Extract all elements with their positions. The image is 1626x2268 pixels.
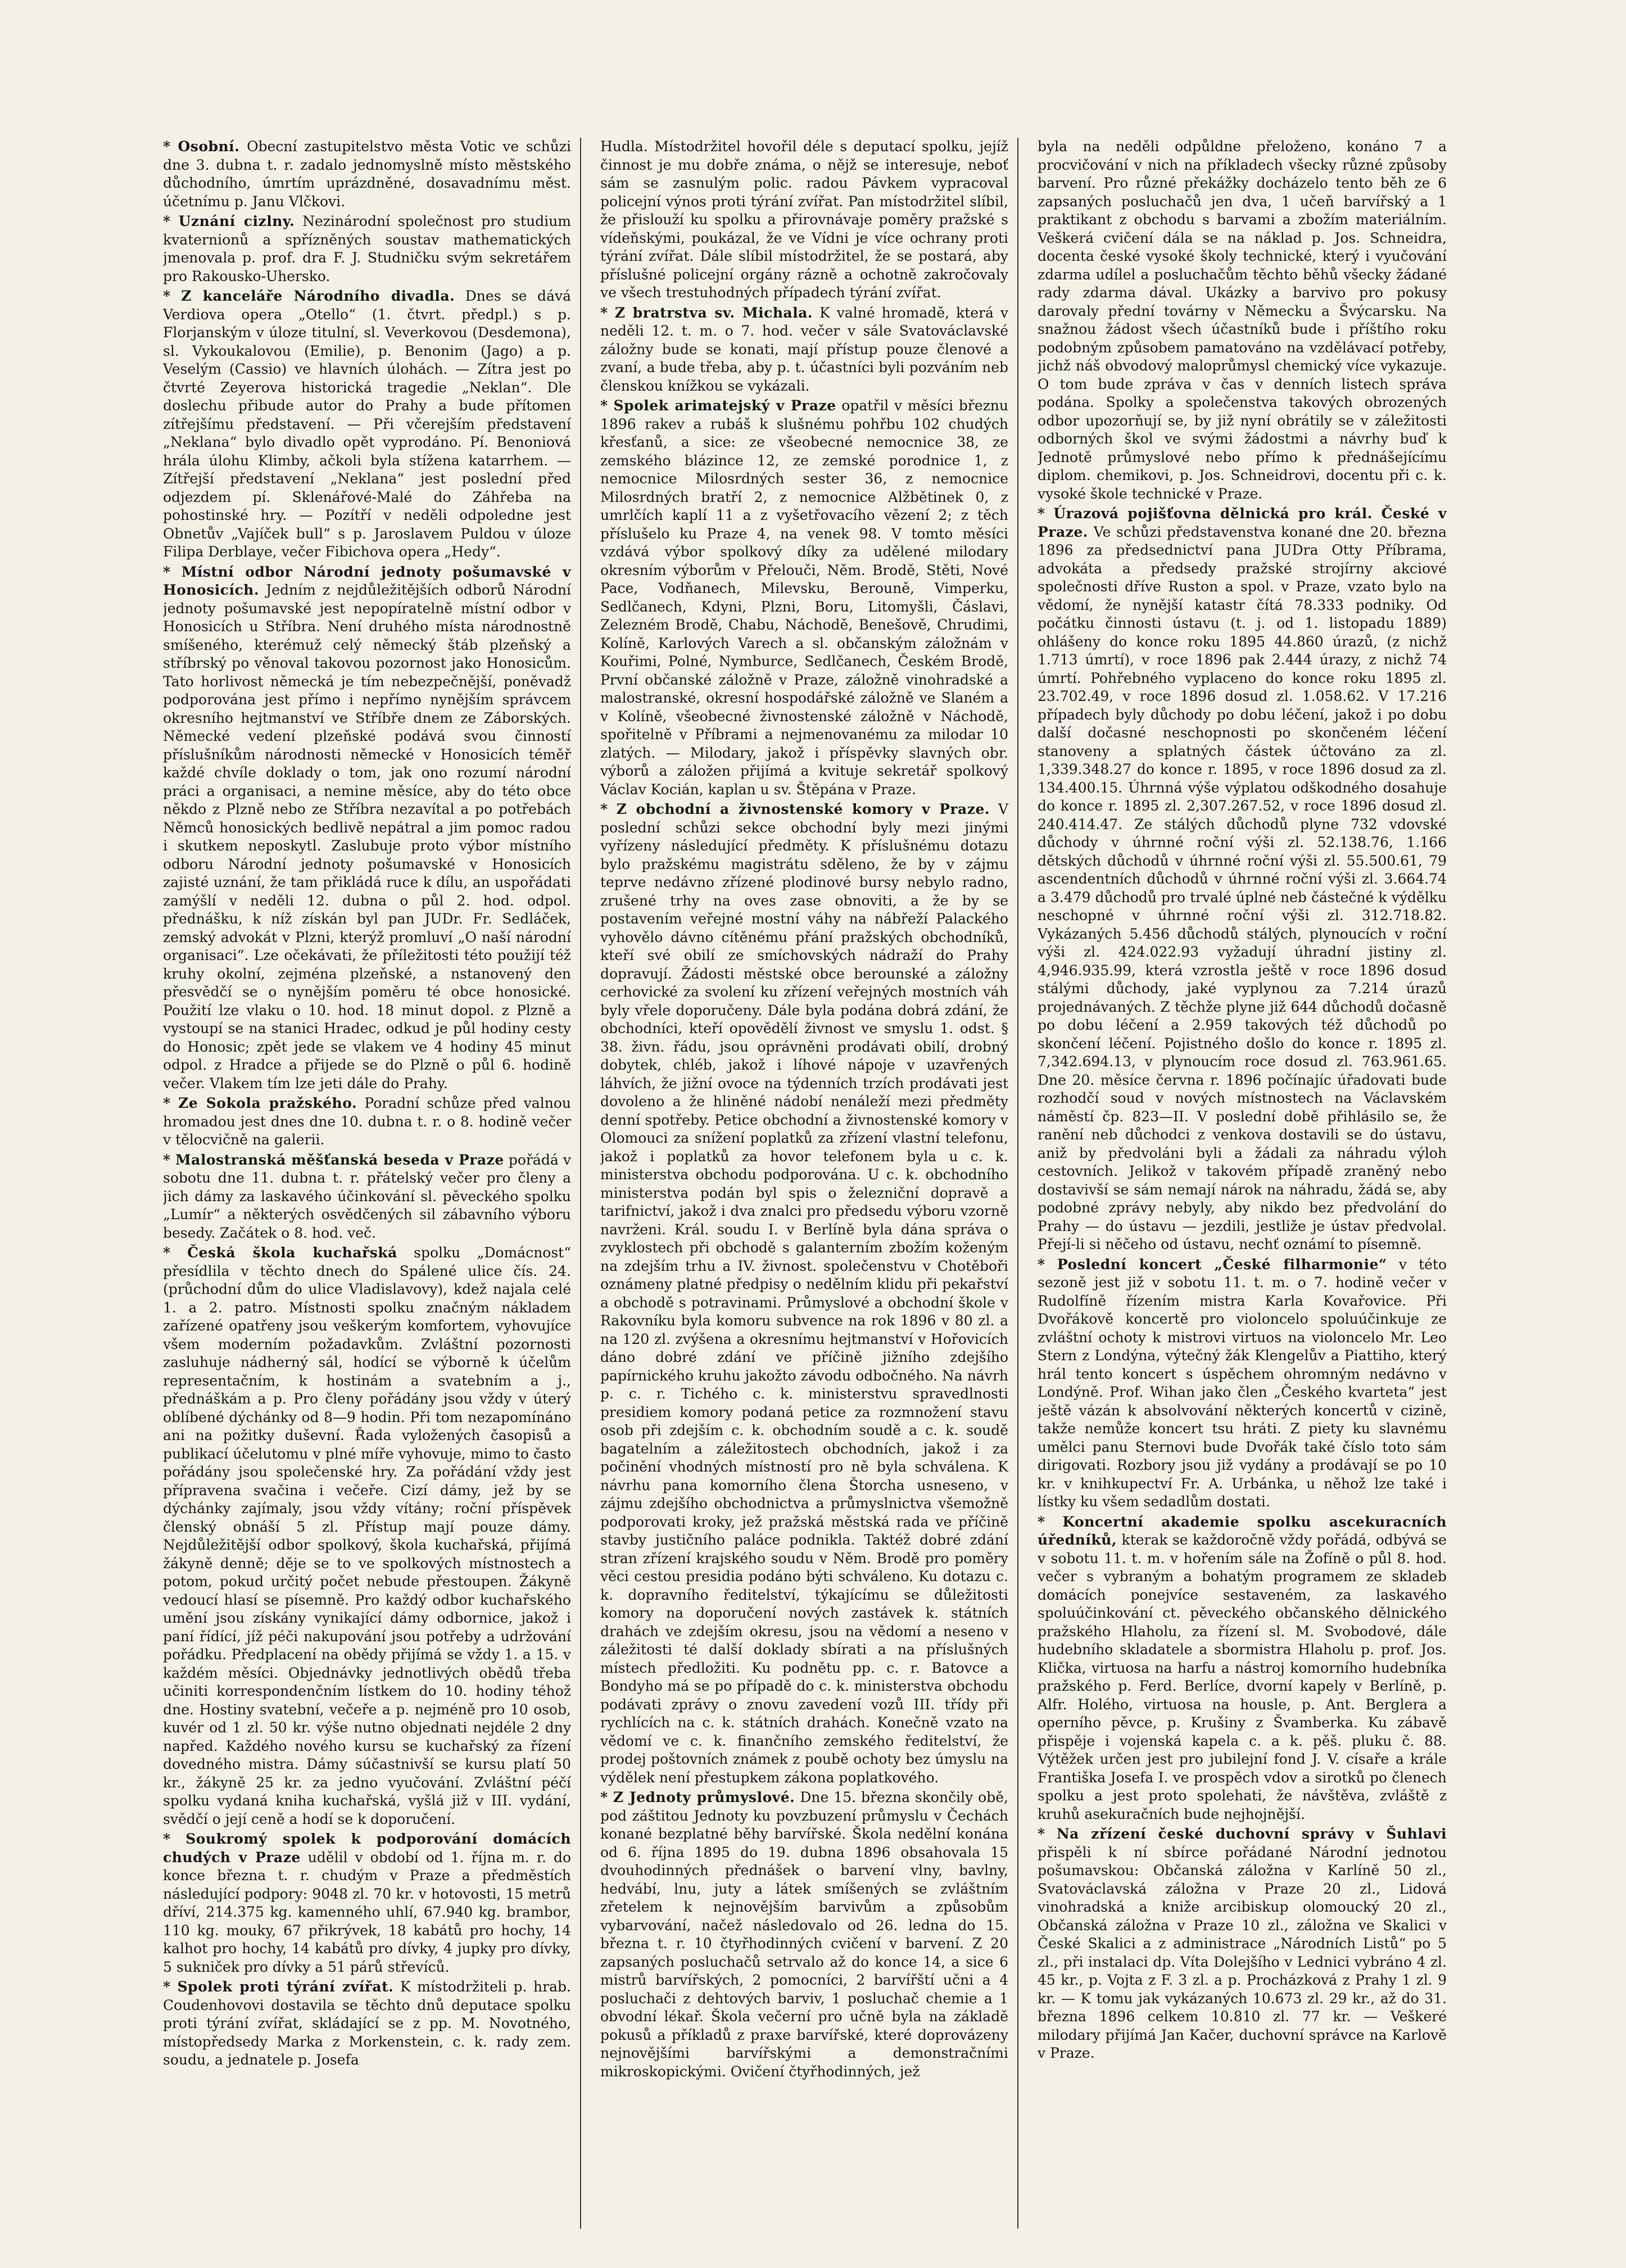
item-bullet: * <box>163 288 182 304</box>
news-body: Ve schůzi představenstva konané dne 20. března 1896 za předsednictví pana JUDra Otty Příbrama, advokáta a předsedy pražské strojírny akciové společnosti dříve Ruston a spol. v Praze, vzato bylo na vědomí, že nynější katastr čítá 78.333 podniky. Od počátku činnosti ústavu (t. j. od 1. listopadu 1889) ohlášeny do konce roku 1895 44.860 úrazů, (z nichž 1.713 úmrtí), v roce 1896 pak 2.444 úrazy, z nichž 74 úmrtí. Pohřebného vyplaceno do konce roku 1895 zl. 23.702.49, v roce 1896 dosud zl. 1.058.62. V 17.216 případech byly důchody po dobu léčení, jakož i po dobu další dočasné neschopnosti po skončeném léčení stanoveny a splatných částek účtováno za zl. 1,339.348.27 do konce r. 1895, v roce 1896 dosud za zl. 134.400.15. Úhrnná výše výplatou odškodného dosahuje do konce r. 1895 zl. 2,307.267.52, v roce 1896 dosud zl. 240.414.47. Ze stálých důchodů plyne 732 vdovské důchody v úhrnné roční výši zl. 52.138.76, 1.166 dětských důchodů v úhrnné roční výši zl. 55.500.61, 79 ascendentních důchodů v úhrnné roční výši zl. 3.664.74 a 3.479 důchodů pro trvalé úplné neb částečné k výdělku neschopné v úhrnné roční výši zl. 312.718.82. Vykázaných 5.456 důchodů stálých, plynoucích v roční výši zl. 424.022.93 vyžadují úhradní jistiny zl. 4,946.935.99, která vzrostla ještě v roce 1896 dosud stálými důchody, jaké vyplynou za 7.214 úrazů projednávaných. Z těchže plyne již 644 důchodů dočasně po dobu léčení a 2.959 takových též důchodů po skončení léčení. Pojistného došlo do konce r. 1895 zl. 7,342.694.13, v plynoucím roce dosud zl. 763.961.65. Dne 20. měsíce června r. 1896 počínajíc úřadovati bude rozhodčí soud v nových místnostech na Václavském náměstí čp. 823—II. V poslední době přihlásilo se, že ranění neb důchodci z venkova dostavili se do ústavu, aniž by předvoláni byli a žádali za náhradu výloh cestovních. Jelikož v takovém případě zraněný nebo dostavivší se sám nemají nárok na náhradu, žádá se, aby podobné zprávy nebyly, aby nikdo bez předvolání do Prahy — do ústavu — jezdili, jestliže je ústav předvolal. Přejí-li si něčeho od ústavu, nechť oznámí to písemně. <box>1038 523 1447 1252</box>
news-body: Poradní schůze před valnou hromadou jest dnes dne 10. dubna t. r. o 8. hodině večer v tělocvičně na galerii. <box>163 1095 572 1148</box>
item-bullet: * <box>600 304 615 321</box>
column-3 <box>1038 138 1456 2229</box>
news-item <box>163 1978 571 2070</box>
news-body: přispěli k ní sbírce pořádané Národní jednotou pošumavskou: Občanská záložna v Karlíně 50 zl., Svatováclavská záložna v Praze 20 zl., Lidová vinohradská a kniže arcibiskup olomoucký 20 zl., Občanská záložna v Praze 10 zl., záložna ve Skalici v České Skalici a z administrace „Národních Listů“ po 5 zl., při instalaci dp. Víta Dolejšího v Lednici vybráno 4 zl. 45 kr., p. Vojta z F. 3 zl. a p. Procházková z Prahy 1 zl. 9 kr. — K tomu jak vykázaných 10.673 zl. 29 kr., až do 31. března 1896 celkem 10.810 zl. 77 kr. — Veškeré milodary přijímá Jan Kačer, duchovní správce na Karlově v Praze. <box>1038 1844 1447 2061</box>
item-bullet: * <box>163 563 182 580</box>
news-body: Obecní zastupitelstvo města Votic ve schůzi dne 3. dubna t. r. zadalo jednomyslně místo městského důchodního, úmrtím uprázdněné, dosavadnímu měst. účetnímu p. Janu Vlčkovi. <box>163 138 571 210</box>
news-item <box>600 138 1008 302</box>
item-bullet: * <box>600 1789 613 1805</box>
news-item <box>1038 1513 1447 1824</box>
text-columns <box>163 138 1456 2229</box>
column-1 <box>163 138 581 2229</box>
news-body: udělil v období od 1. října m. r. do konce března t. r. chudým v Praze a předměstích následující podpory: 9048 zl. 70 kr. v hotovosti, 15 metrů dříví, 214.375 kg. kamenného uhlí, 67.940 kg. brambor, 110 kg. mouky, 67 přikrývek, 18 kabátů pro hochy, 14 kalhot pro hochy, 14 kabátů pro dívky, 4 jupky pro dívky, 5 sukniček pro dívky a 51 párů střevíců. <box>163 1849 572 1975</box>
item-bullet: * <box>163 213 179 229</box>
news-item <box>163 138 571 211</box>
column-2 <box>600 138 1018 2229</box>
news-item <box>600 304 1008 396</box>
news-headline: Česká škola kuchařská <box>187 1244 397 1261</box>
news-body: kterak se každoročně vždy pořádá, odbývá se v sobotu 11. t. m. v hořením sále na Žofíně o půl 8. hod. večer s vybraným a bohatým programem ze skladeb domácích ponejvíce sestaveném, za laskavého spoluúčinkování ct. pěveckého občanského dělnického pražského Hlaholu, za řízení sl. M. Svobodové, dále hudebního skladatele a sbormistra Hlaholu p. prof. Jos. Klička, virtuosa na harfu a nástroj komorního hudebníka pražského p. Ferd. Berlíce, dvorní kapely v Berlíně, p. Alfr. Holého, virtuosa na housle, p. Ant. Berglera a operního pěvce, p. Krušiny z Švamberka. Ku zábavě přispěje i vojenská kapela c. a k. pěš. pluku č. 88. Výtěžek určen jest pro jubilejní fond J. V. císaře a krále Františka Josefa I. ve prospěch vdov a sirotků po členech spolku a jest proto spolehati, že návštěva, zvláště z kruhů asekuračních bude nejhojnější. <box>1038 1532 1447 1822</box>
news-item <box>600 397 1008 799</box>
news-body: pořádá v sobotu dne 11. dubna t. r. přátelský večer pro členy a jich dámy za laskavého účinkování sl. pěveckého spolku „Lumír“ a některých osvědčených sil zábavního výboru besedy. Začátek o 8. hod. več. <box>163 1151 572 1241</box>
news-headline: Místní odbor Národní jednoty pošumavské v Honosicích. <box>163 563 571 598</box>
news-headline: Z kanceláře Národního divadla. <box>181 288 455 304</box>
news-headline: Z obchodní a živnostenské komory v Praze. <box>616 801 990 817</box>
news-headline: Uznání cizlny. <box>178 213 295 229</box>
news-body: Jedním z nejdůležitějších odborů Národní jednoty pošumavské jest nepopíratelně místní odbor v Honosicích u Stříbra. Není druhého místa národnostně smíšeného, kterémuž celý německý štáb plzeňský a stříbrský po věnoval takovou pozornost jako Honosicům. Tato horlivost německá je tím nebezpečnější, poněvadž podporována jest přímo i nepřímo nynějším správcem okresního hejtmanství ve Stříbře dnem ze Záborských. Německé vedení plzeňské podává svou činností příslušníkům národnosti německé v Honosicích téměř každé chvíle doklady o tom, jak ono rozumí národní práci a organisaci, a nemine měsíce, aby do této obce někdo z Plzně nebo ze Stříbra nezavítal a po potřebách Němců honosických bedlivě nepátral a jim pomoc radou i skutkem neposkytl. Zaslubuje proto výbor místního odboru Národní jednoty pošumavské v Honosicích zajisté uznání, že tam přikládá ruce k dílu, an uspořádati zamýšlí v neděli 12. dubna o půl 2. hod. odpol. přednášku, k níž získán byl pan JUDr. Fr. Sedláček, zemský advokát v Plzni, kterýž promluví „O naší národní organisaci“. Lze očekávati, že příležitosti této použijí též kruhy okolní, zejména plzeňské, a nstanovený den přesvědčí se o nynějším poměru té obce honosické. Použití lze vlaku o 10. hod. 18 minut dopol. z Plzně a vystoupí se na stanici Hradec, odkud je půl hodiny cesty do Honosic; zpět jede se vlakem ve 4 hodiny 45 minut odpol. z Hradce a přijede se do Plzně o půl 6. hodině večer. Vlakem tím lze jeti dále do Prahy. <box>163 582 572 1092</box>
news-body: V poslední schůzi sekce obchodní byly mezi jinými vyřízeny následující předměty. K příslušnému dotazu bylo pražskému magistrátu sděleno, že by v zájmu teprve nedávno zřízené plodinové bursy nebylo radno, zrušené trhy na oves zase obnoviti, a že by se postavením veřejné mostní váhy na nábřeží Palackého vyhovělo dávno cítěnému přání pražských obchodníků, kteří své obilí ze smíchovských nádraží do Prahy dopravují. Žádosti městské obce berounské a záložny cerhovické za svolení ku zřízení veřejných mostních váh byly vřele doporučeny. Dále byla podána dobrá zdání, že obchodníci, kteří opovědělí živnost ve smyslu 1. odst. § 38. živn. řádu, jsou oprávněni prodávati obilí, drobný dobytek, chléb, jakož i líhové nápoje v uzavřených láhvích, že jižní ovoce na týdenních trzích prodávati jest dovoleno a že hliněné nádobí nenáleží mezi předměty denní spotřeby. Petice obchodní a živnostenské komory v Olomouci za snížení poplatků za zřízení vlastní telefonu, jakož i poplatků za hovor telefonem byla u c. k. ministerstva obchodu podporována. U c. k. obchodního ministerstva podán byl spis o železniční dopravě a tarifnictví, jakož i dva znalci pro předsedu výboru vzorně navrženi. Král. soudu I. v Berlíně byla dána správa o zvyklostech při obchodě s galanterním zbožím koženým na zdejším trhu a IV. živnost. společenstvu v Chotěboři oznámeny platné předpisy o nedělním klidu při pekařství a obchodě s potravinami. Průmyslové a obchodní škole v Rakovníku byla komoru subvence na rok 1896 v 80 zl. a na 120 zl. zvýšena a okresnímu hejtmanství v Hořovicích dáno dobré zdání ve příčině jižního zdejšího papírnického kruhu jakožto závodu odbočného. Na návrh p. c. r. Tichého c. k. ministerstvu spravedlnosti presidiem komory podaná petice za rozmnožení stavu osob při zdejším c. k. obchodním soudě a c. k. soudě bagatelním a záležitostech obchodních, jakož i za počinění vhodných místností pro ně byla schválena. K návrhu pana komorního člena Štorcha usneseno, v zájmu zdejšího obchodnictva a průmyslnictva všemožně podporovati kroky, jež pražská městská rada ve příčině stavby justičního paláce podnikla. Taktéž dobré zdání stran zřízení krajského soudu v Něm. Brodě pro poměry věci cestou presidia podáno býti schváleno. Ku dotazu c. k. dopravního ředitelství, týkajícímu se důležitosti komory na doporučení nových zastávek k. státních drahách ve zdejším okresu, jsou na vědomí a neseno v záležitosti té další doklady sbírati a na příslušných místech předložiti. Ku podnětu pp. c. r. Batovce a Bondyho má se po případě do c. k. ministerstva obchodu podávati zprávy o znovu zavedení vozů III. třídy při rychlících na c. k. státních drahách. Konečně vzato na vědomí ve c. k. finančního zemského ředitelství, že prodej poštovních známek z poubě ochoty bez úmyslu na výdělek není přestupkem zákona poplatkového. <box>600 801 1008 1786</box>
news-item <box>163 212 571 286</box>
item-bullet: * <box>163 1979 178 1995</box>
news-item <box>163 1094 571 1149</box>
news-body: Nezinárodní společnost pro studium kvaternionů a spřízněných soustav mathematických jmenovala p. prof. dra F. J. Studničku svým sekretářem pro Rakousko-Uhersko. <box>163 213 572 284</box>
news-item <box>163 1830 571 1976</box>
item-bullet: * <box>163 1151 175 1168</box>
news-headline: Z Jednoty průmyslové. <box>613 1789 795 1805</box>
news-headline: Ze Sokola pražského. <box>178 1095 357 1111</box>
news-body: Dnes se dává Verdiova opera „Otello“ (1. čtvrt. předpl.) s p. Florjanským v úloze titulní, sl. Veverkovou (Desdemona), sl. Vykoukalovou (Emilie), p. Benonim (Jago) a p. Veselým (Cassio) ve hlavních úlohách. — Zítra jest po čtvrté Zeyerova historická tragedie „Neklan“. Dle doslechu přibude autor do Prahy a bude přítomen zítřejšímu představení. — Při včerejším představení „Neklana“ bylo divadlo opět vyprodáno. Pí. Benoniová hrála úlohu Klimby, ačkoli byla stížena katarrhem. — Zítřejší představení „Neklana“ jest poslední před odjezdem pí. Sklenářové-Malé do Záhřeba na pohostinské hry. — Pozítří v neděli odpoledne jest Obnetův „Vajíček bull“ s p. Jaroslavem Puldou v úloze Filipa Derblaye, večer Fibichova opera „Hedy“. <box>163 288 571 560</box>
news-body: K valné hromadě, která v neděli 12. t. m. o 7. hod. večer v sále Svatováclavské záložny bude se konati, mají přístup pouze členové a zvaní, a bude třeba, aby p. t. účastníci byli pozváním neb členskou knížkou se vykázali. <box>600 304 1009 394</box>
news-headline: Spolek proti týrání zvířat. <box>177 1979 394 1995</box>
news-item <box>163 1244 571 1828</box>
news-item <box>163 563 571 1093</box>
news-headline: Úrazová pojišťovna dělnická pro král. České v Praze. <box>1038 505 1447 540</box>
item-bullet: * <box>1038 1256 1057 1273</box>
news-item <box>1038 505 1447 1254</box>
news-item <box>1038 1256 1447 1511</box>
news-body: K místodržiteli p. hrab. Coudenhovovi dostavila se těchto dnů deputace spolku proti týrání zvířat, skládající se z pp. M. Novotného, místopředsedy Marka z Morkenstein, c. k. rady zem. soudu, a jednatele p. Josefa <box>163 1979 571 2068</box>
item-bullet: * <box>163 1095 179 1111</box>
news-headline: Malostranská měšťanská beseda v Praze <box>175 1151 504 1168</box>
news-body: Hudla. Místodržitel hovořil déle s deputací spolku, jejíž činnost je mu dobře známa, o nějž se interesuje, neboť sám se zasnulým polic. radou Pávkem vypracoval policejní výnos proti týrání zvířat. Pan místodržitel slíbil, že přislouží ku spolku a přirovnávaje poměry pražské s vídeňskými, poukázal, že ve Vídni je více ochrany proti týrání zvířat. Dále slíbil místodržitel, že se postará, aby příslušné policejní orgány rázně a ochotně zakročovaly ve všech trestuhodných případech týrání zvířat. <box>600 138 1008 301</box>
item-bullet: * <box>163 1244 188 1261</box>
item-bullet: * <box>1038 1513 1063 1530</box>
news-body: spolku „Domácnost“ přesídlila v těchto dnech do Spálené ulice čís. 24. (průchodní dům do ulice Vladislavovy), kdež najala celé 1. a 2. patro. Místnosti spolku značným nákladem zařízené opatřeny jsou veškerým komfortem, vyhovujíce všem moderním požadavkům. Zvláštní pozornosti zasluhuje nádherný sál, hodící se výborně k účelům representačním, k hostinám a svatebním a j., přednáškám a p. Pro členy pořádány jsou vždy v úterý oblíbené dýchánky od 8—9 hodin. Při tom nezapomínáno ani na požitky duševní. Řada vyložených časopisů a publikací účelutomu v plné míře vyhovuje, mimo to často pořádány jsou společenské hry. Za pořádání vždy jest přípravena svačina i večeře. Cizí dámy, jež by se dýchánky zajímaly, jsou vždy vítány; roční příspěvek členský obnáší 5 zl. Přístup mají pouze dámy. Nejdůležitější odbor spolkový, škola kuchařská, přijímá žákyně denně; děje se to ve spolkových místnostech a potom, pokud určitý počet nebude přestoupen. Žákyně vedoucí hlasí se písemně. Pro každý odbor kuchařského umění jsou získány vynikající dámy odbornice, jakož i paní řídící, jíž péči nakupování jsou potřeby a udržování pořádku. Předplacení na obědy přijímá se vždy 1. a 15. v každém měsíci. Objednávky jednotlivých obědů třeba učiniti korrespondenčním lístkem do 10. hodiny téhož dne. Hostiny svatební, večeře a p. nejméně pro 10 osob, kuvér od 1 zl. 50 kr. výše nutno objednati nejdéle 2 dny napřed. Každého nového kursu se kuchařský za řízení dovedného mistra. Dámy súčastnivší se kursu platí 50 kr., žákyně 25 kr. za jedno vyučování. Zvláštní péčí spolku vydaná kniha kuchařská, vyšlá již v III. vydání, svědčí o její ceně a hodí se k doporučení. <box>163 1244 572 1827</box>
item-bullet: * <box>1038 505 1054 522</box>
news-item <box>163 287 571 562</box>
news-item <box>1038 1825 1447 2063</box>
news-headline: Na zřízení české duchovní správy v Šuhlavi <box>1056 1826 1447 1842</box>
news-item <box>600 800 1008 1787</box>
item-bullet: * <box>600 801 617 817</box>
news-headline: Koncertní akademie spolku ascekuracních úředníků, <box>1038 1513 1447 1548</box>
news-body: byla na neděli odpůldne přeloženo, konáno 7 a procvičování v nich na příkladech všecky různé způsoby barvení. Pro různé překážky docházelo tento běh ze 6 zapsaných posluchačů jen dva, 1 učeň barvířský a 1 praktikant z obchodu s barvami a zbožím materiálním. Veškerá cvičení dála se na náklad p. Jos. Schneidra, docenta české vysoké školy technické, který i vyučování zdarma udílel a posluchačům těchto běhů všecky žádané rady zdarma dával. Ukázky a barvivo pro pokusy darovaly přední továrny v Německu a Švýcarsku. Na snažnou žádost všech účastníků bude i příštího roku podobným způsobem pamatováno na vzdělávací potřeby, jichž náš obvodový maloprůmysl chemický více vykazuje. O tom bude zpráva v čas v denních listech správa podána. Spolky a společenstva takových obrozených odbor upozorňují se, by již nyní obrátily se v záležitosti odborných škol ve svými žádostmi a návrhy buď k Jednotě průmyslové nebo přímo k přednášejícímu diplom. chemikovi, p. Jos. Schneidrovi, docentu při c. k. vysoké škole technické v Praze. <box>1038 138 1447 502</box>
item-bullet: * <box>163 1831 186 1847</box>
item-bullet: * <box>600 397 614 414</box>
news-headline: Soukromý spolek k podporování domácích chudých v Praze <box>163 1831 571 1866</box>
news-item <box>600 1789 1008 2081</box>
news-body: v této sezoně jest již v sobotu 11. t. m. o 7. hodině večer v Rudolfíně řízením mistra Karla Kovařovice. Při Dvořákově koncertě pro violoncelo spoluúčinkuje ze zvláštní ochoty k mistrovi virtuos na violoncelo Mr. Leo Stern z Londýna, výtečný žák Klengelův a Piattiho, který hrál tento koncert s úspěchem ohromným nedávno v Londýně. Prof. Wihan jako člen „Českého kvarteta“ jest ještě vázán k absolvování některých koncertů v cizině, takže nemůže koncert tsu hráti. Z piety ku slavnému umělci panu Sternovi bude Dvořák také číslo toto sám dirigovati. Rozbory jsou již vydány a prodávají se po 10 kr. v knihkupectví Fr. A. Urbánka, u něhož lze také i lístky ku všem sedadlům dostati. <box>1038 1256 1447 1510</box>
item-bullet: * <box>163 138 178 155</box>
news-body: opatřil v měsíci březnu 1896 rakev a rubáš k slušnému pohřbu 102 chudých křesťanů, a sice: ze všeobecné nemocnice 38, ze zemského blázince 12, ze zemské porodnice 1, z nemocnice Milosrdných sester 36, z nemocnice Milosrdných bratří 2, z nemocnice Alžbětinek 0, z umrlčích kaplí 11 a z vyšetřovacího vězení 2; z těch příslušelo ku Praze 4, na venek 98. V tomto měsíci vzdává výbor spolkový díky za udělené milodary okresním výborům v Přelouči, Něm. Brodě, Stěti, Nové Pace, Vodňanech, Milevsku, Berouně, Vimperku, Sedlčanech, Kdyni, Plzni, Boru, Litomyšli, Čáslavi, Zelezném Brodě, Chabu, Náchodě, Benešově, Chrudimi, Kolíně, Karlových Varech a sl. občanským záložnám v Kouřimi, Polné, Nymburce, Sedlčanech, Českém Brodě, První občanské záložně v Praze, záložně vinohradské a malostranské, okresní hospodářské záložně ve Slaném a v Kolíně, všeobecné živnostenské záložně v Náchodě, spořitelně v Příbrami a nejmenovanému za milodar 10 zlatých. — Milodary, jakož i příspěvky slavných obr. výborů a záložen přijímá a kvituje sekretář spolkový Václav Kocián, kaplan u sv. Štěpána v Praze. <box>600 397 1008 798</box>
news-headline: Spolek arimatejský v Praze <box>613 397 836 414</box>
news-body: Dne 15. března skončily obě, pod záštitou Jednoty ku povzbuzení průmyslu v Čechách konané bezplatné běhy barvířské. Škola nedělní konána od 6. října 1895 do 19. dubna 1896 obsahovala 15 dvouhodinných přednášek o barvení vlny, bavlny, hedvábí, lnu, juty a látek smíšených se zvláštním zřetelem k nejnovějším barvivům a způsobům vybarvování, načež následovalo od 26. ledna do 15. března t. r. 10 čtyřhodinných cvičení v barvení. Z 20 zapsaných posluchačů setrvalo až do konce 14, a sice 6 mistrů barvířských, 2 pomocníci, 2 barvířští učni a 4 posluchači z dehtových barviv, 1 posluchač chemie a 1 obvodní lékař. Škola večerní pro učně byla na základě pokusů a příkladů z praxe barvířské, které doprovázeny nejnovějšími barvířskými a demonstračními mikroskopickými. Ovičení čtyřhodinných, jež <box>600 1789 1008 2080</box>
news-headline: Osobní. <box>178 138 240 155</box>
news-item <box>1038 138 1447 503</box>
news-headline: Z bratrstva sv. Michala. <box>614 304 813 321</box>
item-bullet: * <box>1038 1826 1057 1842</box>
news-item <box>163 1151 571 1243</box>
news-headline: Poslední koncert „České filharmonie“ <box>1057 1256 1387 1273</box>
